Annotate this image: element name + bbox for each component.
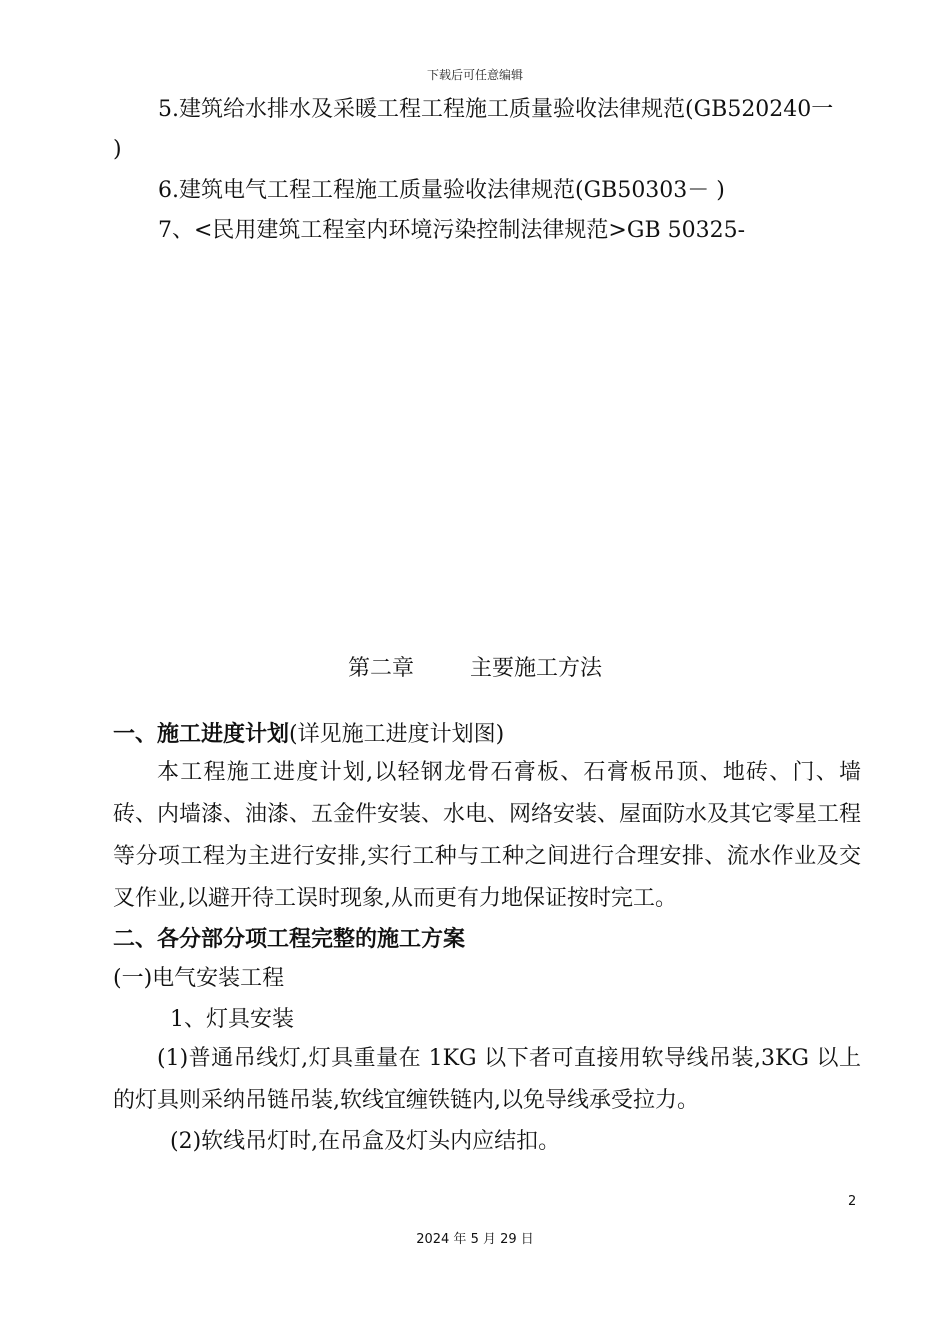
footer-date: 2024 年 5 月 29 日 — [416, 1232, 534, 1247]
chapter-number: 第二章 — [347, 656, 414, 681]
chapter-title: 主要施工方法 — [470, 656, 603, 681]
point-2-paragraph: (2)软线吊灯时,在吊盒及灯头内应结扣。 — [170, 1129, 561, 1154]
reference-item-5-continued: ) — [113, 137, 122, 162]
section-1-heading-line — [113, 722, 504, 748]
section-1-heading: 一、施工进度计划 — [113, 722, 290, 747]
page-number: 2 — [848, 1194, 857, 1209]
reference-item-5: 5.建筑给水排水及采暖工程工程施工质量验收法律规范(GB520240一 — [158, 97, 834, 122]
item-title-lamp-installation: 1、灯具安装 — [170, 1007, 294, 1032]
section-2-sub-heading: (一)电气安装工程 — [113, 966, 285, 991]
chapter-heading — [0, 656, 950, 682]
point-1-paragraph: (1)普通吊线灯,灯具重量在 1KG 以下者可直接用软导线吊装,3KG 以上的灯具则采纳吊链吊装,软线宜缠铁链内,以免导线承受拉力。 — [113, 1046, 861, 1113]
header-note: 下载后可任意编辑 — [426, 68, 523, 82]
reference-item-7: 7、<民用建筑工程室内环境污染控制法律规范>GB 50325- — [158, 218, 746, 243]
section-2-heading: 二、各分部分项工程完整的施工方案 — [113, 927, 466, 952]
section-1-paragraph: 本工程施工进度计划,以轻钢龙骨石膏板、石膏板吊顶、地砖、门、墙砖、内墙漆、油漆、五金件安装、水电、网络安装、屋面防水及其它零星工程等分项工程为主进行安排,实行工种与工种之间进行合理安排、流水作业及交叉作业,以避开待工误时现象,从而更有力地保证按时完工。 — [113, 760, 862, 911]
reference-item-6: 6.建筑电气工程工程施工质量验收法律规范(GB50303－ ) — [158, 178, 725, 203]
section-1-note: (详见施工进度计划图) — [289, 722, 505, 747]
